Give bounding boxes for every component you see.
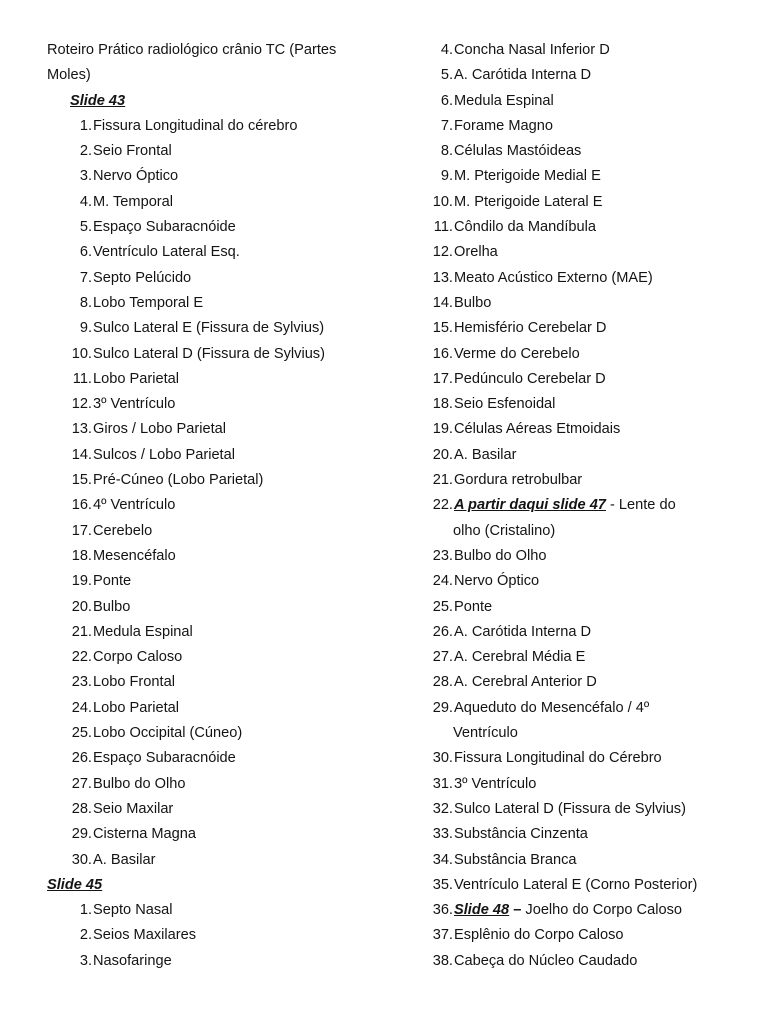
list-item (47, 266, 392, 291)
document-title-line-1: Roteiro Prático radiológico crânio TC (Partes (47, 42, 337, 58)
list-item-number: 19. (432, 421, 453, 438)
list-item-number: 24. (71, 699, 92, 716)
list-item (47, 620, 392, 645)
list-item-number: 20. (71, 598, 92, 615)
list-item-text: Nasofaringe (93, 952, 172, 969)
list-item-text: Substância Cinzenta (454, 826, 588, 843)
list-item (427, 240, 757, 265)
list-item-number: 8. (79, 294, 92, 311)
list-item-text: Nervo Óptico (454, 573, 540, 590)
list-item-text: Giros / Lobo Parietal (93, 421, 227, 438)
list-item (47, 291, 392, 316)
list-item (47, 923, 392, 948)
list-item-number: 3. (79, 168, 92, 185)
list-item-text: Côndilo da Mandíbula (454, 219, 596, 236)
list-item-number: 25. (71, 725, 92, 742)
slide-48-marker: Slide 48 (454, 902, 510, 919)
list-item-number: 17. (71, 522, 92, 539)
list-item (427, 215, 757, 240)
list-item (47, 848, 392, 873)
list-item (47, 772, 392, 797)
list-item (47, 696, 392, 721)
list-item-text: 3º Ventrículo (93, 396, 176, 413)
list-item-text: A. Carótida Interna D (454, 67, 592, 84)
list-item-text: A. Carótida Interna D (454, 623, 592, 640)
list-item-number: 11. (72, 370, 92, 387)
list-item-text: Sulco Lateral E (Fissura de Sylvius) (93, 320, 325, 337)
list-item-text: Septo Pelúcido (93, 269, 192, 286)
list-item (47, 417, 392, 442)
list-item (47, 468, 392, 493)
list-item (47, 544, 392, 569)
list-item-text: Substância Branca (454, 851, 577, 868)
list-item-number: 19. (71, 573, 92, 590)
list-item-text: M. Pterigoide Medial E (454, 168, 601, 185)
list-item-number: 11. (433, 219, 453, 236)
list-item-number: 4. (79, 193, 92, 210)
list-item-text: Células Aéreas Etmoidais (454, 421, 621, 438)
list-item-number: 21. (432, 472, 453, 489)
list-item (427, 696, 757, 721)
list-item-text: Seio Frontal (93, 143, 172, 160)
list-item-number: 15. (432, 320, 453, 337)
list-item-number: 14. (71, 446, 92, 463)
list-item-text: 4º Ventrículo (93, 497, 176, 514)
list-item-text: Concha Nasal Inferior D (454, 42, 610, 58)
list-item-number: 18. (71, 547, 92, 564)
list-item (47, 342, 392, 367)
list-item-number: 21. (71, 623, 92, 640)
list-item-number: 37. (432, 927, 453, 944)
list-item-text: Bulbo (93, 598, 131, 615)
list-item (427, 89, 757, 114)
list-item-text: Sulco Lateral D (Fissura de Sylvius) (454, 800, 686, 817)
list-item (427, 569, 757, 594)
list-item (427, 898, 757, 923)
list-item (427, 291, 757, 316)
list-item-text-rest: - Lente do (605, 497, 676, 514)
list-item-number: 1. (79, 117, 92, 134)
list-item-number: 29. (71, 826, 92, 843)
right-list-b (427, 544, 757, 696)
list-item-number: 1. (79, 902, 92, 919)
list-item (427, 923, 757, 948)
list-item-text: Gordura retrobulbar (454, 472, 583, 489)
list-item-number: 38. (432, 952, 453, 969)
list-item-text: Lobo Parietal (93, 370, 180, 387)
list-item-text-rest: Joelho do Corpo Caloso (525, 902, 682, 919)
list-item-number: 2. (79, 143, 92, 160)
list-item-number: 7. (440, 117, 453, 134)
left-column (47, 38, 392, 974)
list-item-number: 5. (440, 67, 453, 84)
slide-43-list (47, 114, 392, 873)
list-item-text: Orelha (454, 244, 498, 261)
list-item (427, 316, 757, 341)
list-item (427, 873, 757, 898)
list-item (47, 139, 392, 164)
list-item-text: Seio Esfenoidal (454, 396, 556, 413)
list-item-number: 35. (432, 876, 453, 893)
list-item-number: 10. (71, 345, 92, 362)
list-item (47, 164, 392, 189)
list-item-number: 31. (432, 775, 453, 792)
list-item (47, 721, 392, 746)
list-item (427, 670, 757, 695)
list-item (47, 569, 392, 594)
list-item-text: Corpo Caloso (93, 649, 183, 666)
list-item (427, 493, 757, 518)
list-item-text: Ventrículo Lateral Esq. (93, 244, 240, 261)
document-title-line-2: Moles) (47, 67, 91, 84)
list-item-text: Ventrículo Lateral E (Corno Posterior) (454, 876, 698, 893)
list-item (427, 848, 757, 873)
list-item-number: 22. (71, 649, 92, 666)
list-item-text: Meato Acústico Externo (MAE) (454, 269, 653, 286)
list-item-number: 24. (432, 573, 453, 590)
list-item (47, 114, 392, 139)
list-item (427, 443, 757, 468)
list-item (427, 139, 757, 164)
list-item (47, 215, 392, 240)
list-item-text: Ponte (93, 573, 132, 590)
list-item-number: 12. (71, 396, 92, 413)
list-item-number: 18. (432, 396, 453, 413)
list-item-text: Esplênio do Corpo Caloso (454, 927, 624, 944)
list-item-text: Lobo Occipital (Cúneo) (93, 725, 243, 742)
list-item-number: 10. (432, 193, 453, 210)
list-item-text: Bulbo do Olho (93, 775, 186, 792)
list-item-number: 9. (440, 168, 453, 185)
slide-43-heading-row (47, 89, 392, 114)
list-item-continuation: Ventrículo (453, 725, 518, 742)
list-item-text: Cabeça do Núcleo Caudado (454, 952, 638, 969)
list-item (427, 797, 757, 822)
list-item-text: Fissura Longitudinal do cérebro (93, 117, 298, 134)
list-item-number: 27. (432, 649, 453, 666)
list-item-number: 9. (79, 320, 92, 337)
list-item-text: Espaço Subaracnóide (93, 219, 236, 236)
list-item-number: 29. (432, 699, 453, 716)
list-item-number: 30. (432, 750, 453, 767)
list-item (427, 468, 757, 493)
list-item-number: 34. (432, 851, 453, 868)
list-item (47, 190, 392, 215)
list-item-text (453, 493, 676, 518)
list-item-text: Lobo Temporal E (93, 294, 204, 311)
right-list-d (427, 923, 757, 974)
list-item (47, 443, 392, 468)
list-item-text: Células Mastóideas (454, 143, 582, 160)
list-item-text: Bulbo do Olho (454, 547, 547, 564)
list-item (47, 797, 392, 822)
list-item-text: Ponte (454, 598, 493, 615)
list-item-text: Seio Maxilar (93, 800, 174, 817)
list-item-text: Espaço Subaracnóide (93, 750, 236, 767)
list-item (47, 519, 392, 544)
list-item (427, 595, 757, 620)
list-item-number: 33. (432, 826, 453, 843)
list-item-text: Bulbo (454, 294, 492, 311)
list-item (47, 746, 392, 771)
list-item-number: 32. (432, 800, 453, 817)
list-item (427, 164, 757, 189)
list-item-text: Sulcos / Lobo Parietal (93, 446, 235, 463)
list-item-continuation: olho (Cristalino) (453, 522, 556, 539)
right-list-a (427, 38, 757, 493)
list-item (427, 645, 757, 670)
list-item (427, 417, 757, 442)
list-item (427, 822, 757, 847)
list-item-number: 30. (71, 851, 92, 868)
list-item-text: 3º Ventrículo (454, 775, 537, 792)
list-item-text: Verme do Cerebelo (454, 345, 580, 362)
list-item-text: Lobo Frontal (93, 674, 175, 691)
list-item-number: 17. (432, 370, 453, 387)
list-item (427, 746, 757, 771)
slide-45-heading: Slide 45 (47, 876, 103, 893)
list-item (427, 620, 757, 645)
list-item-number: 14. (432, 294, 453, 311)
list-item-number: 25. (432, 598, 453, 615)
list-item-number: 7. (79, 269, 92, 286)
list-item (47, 240, 392, 265)
list-item (427, 266, 757, 291)
right-column (427, 38, 757, 974)
list-item (427, 772, 757, 797)
list-item-text: A. Cerebral Anterior D (454, 674, 597, 691)
list-item-number: 6. (440, 92, 453, 109)
list-item-text: Septo Nasal (93, 902, 173, 919)
list-item (47, 898, 392, 923)
list-item-number: 3. (79, 952, 92, 969)
list-item (427, 949, 757, 974)
slide-43-heading: Slide 43 (70, 92, 126, 109)
list-item-number: 36. (432, 902, 453, 919)
list-item (427, 392, 757, 417)
list-item-text: Mesencéfalo (93, 547, 176, 564)
slide-45-list (47, 898, 392, 974)
list-item-text (453, 898, 682, 923)
list-item-number: 28. (432, 674, 453, 691)
list-item-text: M. Pterigoide Lateral E (454, 193, 603, 210)
list-item (47, 392, 392, 417)
right-list-c (427, 746, 757, 898)
list-item-number: 13. (71, 421, 92, 438)
list-item (47, 493, 392, 518)
list-item (427, 342, 757, 367)
list-item-number: 2. (79, 927, 92, 944)
list-item (427, 114, 757, 139)
list-item (427, 38, 757, 63)
list-item (427, 63, 757, 88)
list-item-text: A. Basilar (454, 446, 517, 463)
list-item-text: Fissura Longitudinal do Cérebro (454, 750, 662, 767)
list-item-number: 5. (79, 219, 92, 236)
list-item-number: 16. (71, 497, 92, 514)
list-item-text: Medula Espinal (93, 623, 193, 640)
list-item-number: 6. (79, 244, 92, 261)
list-item-text: A. Cerebral Média E (454, 649, 586, 666)
list-item-number: 22. (432, 497, 453, 514)
list-item-text: Hemisfério Cerebelar D (454, 320, 607, 337)
list-item (47, 670, 392, 695)
list-item-text: Medula Espinal (454, 92, 554, 109)
list-item-number: 8. (440, 143, 453, 160)
list-item-text: Seios Maxilares (93, 927, 197, 944)
list-item-number: 26. (71, 750, 92, 767)
list-item-text: Sulco Lateral D (Fissura de Sylvius) (93, 345, 325, 362)
list-item (427, 367, 757, 392)
list-item-number: 27. (71, 775, 92, 792)
list-item-number: 13. (432, 269, 453, 286)
list-item (47, 822, 392, 847)
list-item-text: Nervo Óptico (93, 168, 179, 185)
list-item-number: 16. (432, 345, 453, 362)
list-item-number: 28. (71, 800, 92, 817)
list-item-text: Pré-Cúneo (Lobo Parietal) (93, 472, 264, 489)
list-item (427, 544, 757, 569)
list-item-number: 23. (432, 547, 453, 564)
list-item-text: Lobo Parietal (93, 699, 180, 716)
list-item (47, 949, 392, 974)
slide-47-marker: A partir daqui slide 47 (454, 497, 606, 514)
list-item (47, 316, 392, 341)
list-item-number: 26. (432, 623, 453, 640)
list-item-number: 15. (71, 472, 92, 489)
list-item-text: Pedúnculo Cerebelar D (454, 370, 606, 387)
dash: – (509, 902, 526, 919)
list-item-text: Forame Magno (454, 117, 553, 134)
list-item-text: M. Temporal (93, 193, 174, 210)
list-item (47, 367, 392, 392)
list-item-text: Cerebelo (93, 522, 153, 539)
list-item-number: 12. (432, 244, 453, 261)
list-item-number: 20. (432, 446, 453, 463)
list-item (427, 190, 757, 215)
list-item-number: 4. (440, 42, 453, 58)
slide-45-heading-row (47, 873, 392, 898)
list-item-number: 23. (71, 674, 92, 691)
list-item-text: Cisterna Magna (93, 826, 197, 843)
list-item-text: A. Basilar (93, 851, 156, 868)
list-item-text: Aqueduto do Mesencéfalo / 4º (454, 699, 650, 716)
list-item (47, 645, 392, 670)
list-item (47, 595, 392, 620)
